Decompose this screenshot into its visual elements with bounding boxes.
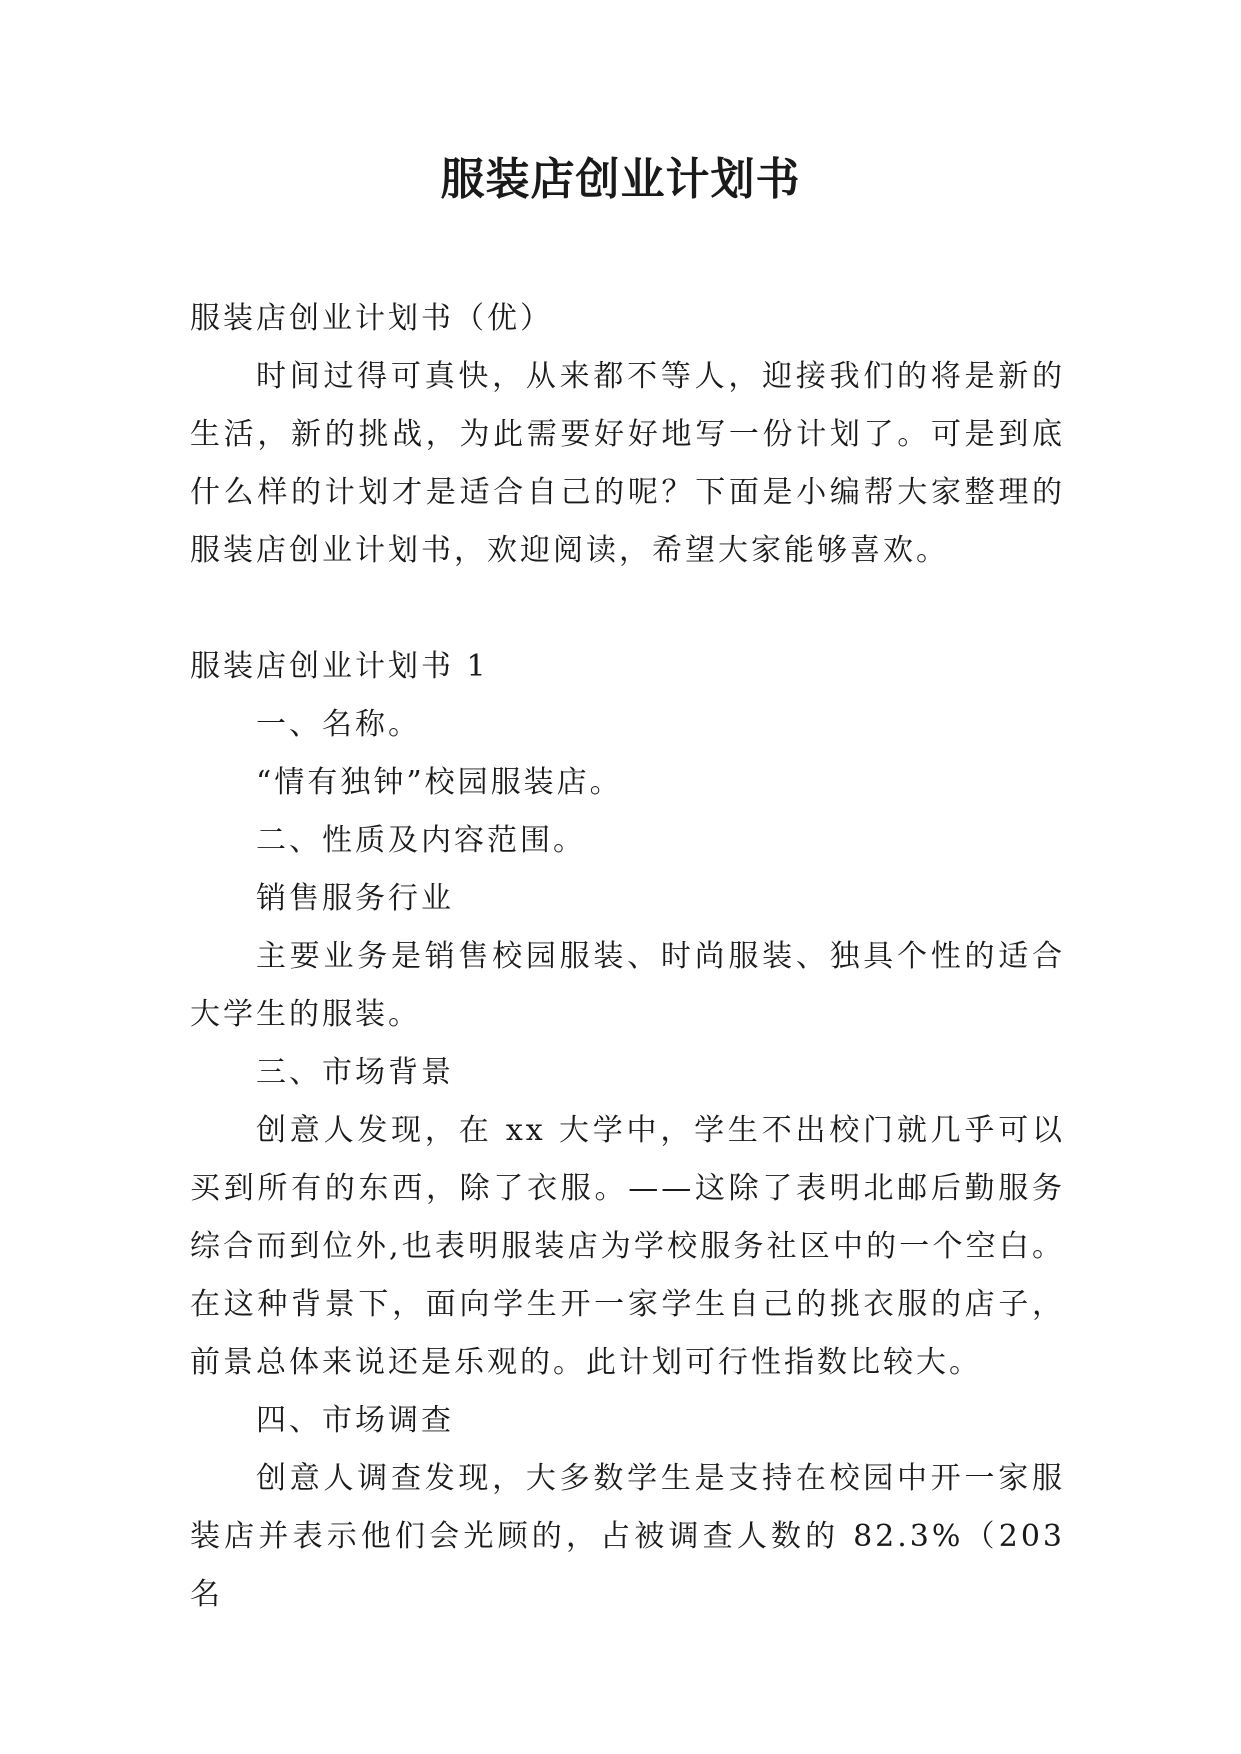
paragraph-spacer [190,580,1065,638]
heading-background: 三、市场背景 [256,1055,454,1090]
subtitle-paragraph: 服装店创业计划书（优） [190,301,553,336]
business-paragraph: 主要业务是销售校园服装、时尚服装、独具个性的适合大学生的服装。 [190,939,1065,1032]
survey-paragraph: 创意人调查发现，大多数学生是支持在校园中开一家服装店并表示他们会光顾的，占被调查人数的 82.3%（203 名 [190,1461,1065,1612]
intro-paragraph: 时间过得可真快，从来都不等人，迎接我们的将是新的生活，新的挑战，为此需要好好地写一份计划了。可是到底什么样的计划才是适合自己的呢？下面是小编帮大家整理的服装店创业计划书，欢迎阅读，希望大家能够喜欢。 [190,359,1065,568]
heading-survey: 四、市场调查 [256,1403,454,1438]
background-paragraph: 创意人发现，在 xx 大学中，学生不出校门就几乎可以买到所有的东西，除了衣服。——这除了表明北邮后勤服务综合而到位外,也表明服装店为学校服务社区中的一个空白。在这种背景下，面向学生开一家学生自己的挑衣服的店子，前景总体来说还是乐观的。此计划可行性指数比较大。 [190,1113,1065,1380]
nature-paragraph: 销售服务行业 [256,881,454,916]
heading-name: 一、名称。 [256,707,421,742]
heading-nature: 二、性质及内容范围。 [256,823,586,858]
store-name-paragraph: “情有独钟”校园服装店。 [256,765,623,800]
document-body [190,290,1065,1624]
document-title: 服装店创业计划书 [440,154,801,205]
section-title-paragraph: 服装店创业计划书 1 [190,649,489,684]
